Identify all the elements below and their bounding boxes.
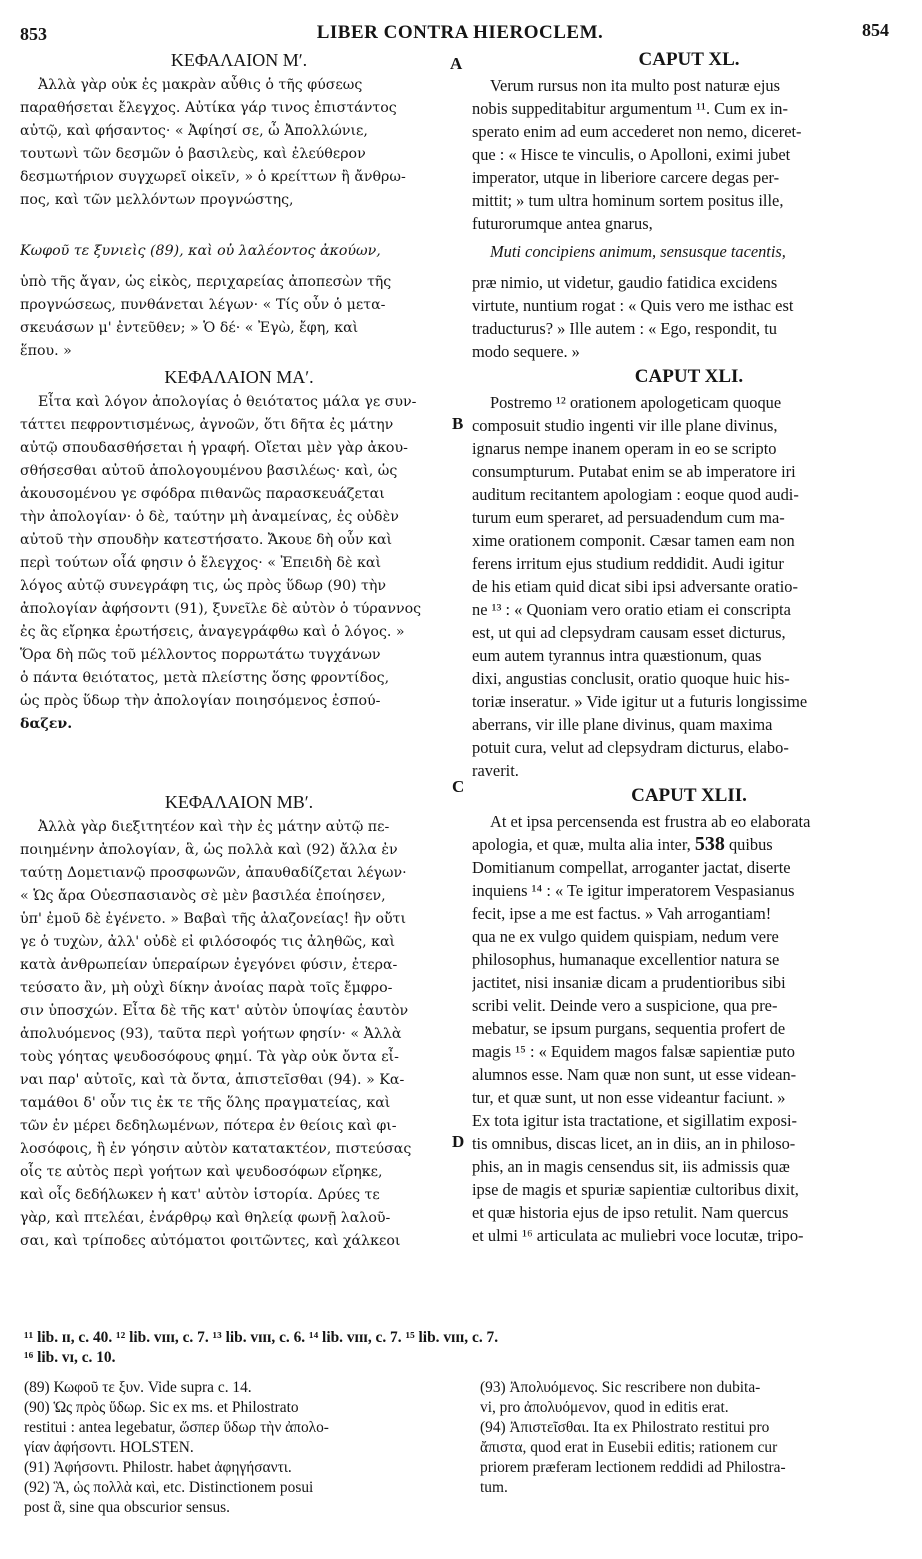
latin-line: magis ¹⁵ : « Equidem magos falsæ sapientiæ puto bbox=[472, 1042, 795, 1061]
footnote-line: restitui : antea legebatur, ὥσπερ ὕδωρ τὴν ἀπολο- bbox=[24, 1419, 329, 1436]
greek-line: δαζεν. bbox=[20, 716, 73, 732]
greek-heading-42: ΚΕΦΑΛΑΙΟΝ ΜΒʹ. bbox=[164, 792, 314, 812]
latin-line: Domitianum compellat, arroganter jactat, diserte bbox=[472, 858, 791, 877]
greek-line: λοσόφοις, ἢ ἐν γόησιν αὐτὸν κατατακτέον, πιστεύσας bbox=[20, 1141, 412, 1157]
greek-line: τῶν ἐν μέρει δεδηλωμένων, πότερα ἐν θείοις καὶ φι- bbox=[20, 1118, 397, 1134]
latin-line: eum autem tyrannus intra quæstionum, quas bbox=[472, 646, 762, 665]
latin-line: dixi, angustias conclusit, oratio quoque huic his- bbox=[472, 669, 790, 688]
latin-line: aberrans, vir ille plane divinus, quam maxima bbox=[472, 715, 773, 734]
latin-line: est, ut qui ad clepsydram causam esset dicturus, bbox=[472, 623, 786, 642]
footnote-line: tum. bbox=[480, 1479, 508, 1496]
latin-line: alumnos esse. Nam quæ non sunt, ut esse videan- bbox=[472, 1065, 797, 1084]
latin-line: turum eum speraret, ad persuadendum cum ma- bbox=[472, 508, 785, 527]
latin-line: ferens irritum ejus studium reddidit. Audi igitur bbox=[472, 554, 784, 573]
reference-line: ¹¹ lib. ɪɪ, c. 40. ¹² lib. ᴠɪɪɪ, c. 7. ¹³ lib. ᴠɪɪɪ, c. 6. ¹⁴ lib. ᴠɪɪɪ, c. 7. ¹⁵ lib. ᴠɪɪɪ, c. 7. bbox=[24, 1329, 499, 1346]
latin-line: consumpturum. Putabat enim se ab imperatore iri bbox=[472, 462, 796, 481]
greek-line: πος, καὶ τῶν μελλόντων προγνώστης, bbox=[20, 192, 294, 208]
footnote-line: ἄπιστα, quod erat in Eusebii editis; rationem cur bbox=[480, 1439, 778, 1456]
latin-heading-42: CAPUT XLII. bbox=[631, 785, 747, 806]
footnote-line: (90) Ὡς πρὸς ὕδωρ. Sic ex ms. et Philostrato bbox=[24, 1399, 299, 1416]
margin-letter-d: D bbox=[452, 1132, 465, 1151]
latin-line: mebatur, se ipsum purgans, sequentia profert de bbox=[472, 1019, 786, 1038]
latin-line: sperato enim ad eum accederet non nemo, diceret- bbox=[472, 122, 802, 141]
latin-line: et ulmi ¹⁶ articulata ac muliebri voce locutæ, tripo- bbox=[472, 1226, 804, 1245]
latin-line: philosophus, humanaque excellentior natura se bbox=[472, 950, 780, 969]
greek-line: σιν ὑποσχών. Εἶτα δὲ τῆς κατ' αὐτὸν ὑποψίας ἑαυτὸν bbox=[20, 1003, 409, 1019]
greek-line: περὶ τούτων οἷά φησιν ὁ ἔλεγχος· « Ἐπειδὴ δὲ καὶ bbox=[20, 555, 382, 571]
left-page-number: 853 bbox=[20, 24, 47, 44]
margin-letter-b: B bbox=[452, 414, 464, 433]
greek-line: ὑπ' ἐμοῦ δὲ ἐγένετο. » Βαβαὶ τῆς ἀλαζονείας! ἣν οὔτι bbox=[20, 911, 407, 927]
greek-line: γε ὁ τυχὼν, ἀλλ' οὐδὲ εἰ φιλόσοφός τις ἀληθῶς, καὶ bbox=[20, 934, 396, 950]
greek-line: κατὰ ἀνθρωπείαν ὑπεραίρων ἐγεγόνει φύσιν, ἐτερα- bbox=[20, 957, 398, 973]
greek-line: σκευάσων μ' ἐντεῦθεν; » Ὁ δέ· « Ἐγὼ, ἔφη, καὶ bbox=[20, 320, 359, 336]
latin-line: tur, et quæ sunt, ut non esse videantur faciunt. » bbox=[472, 1088, 786, 1107]
greek-line: παραθήσεται ἔλεγχος. Αὐτίκα γάρ τινος ἐπιστάντος bbox=[20, 100, 397, 116]
greek-line: Εἶτα καὶ λόγον ἀπολογίας ὁ θειότατος μάλα γε συν- bbox=[38, 394, 417, 410]
latin-line: scribi velit. Deinde vero a suspicione, qua pre- bbox=[472, 996, 778, 1015]
greek-line: αὐτῷ, καὶ φήσαντος· « Ἀφίησί σε, ὦ Ἀπολλώνιε, bbox=[20, 123, 368, 139]
greek-line: τεύσατο ἂν, μὴ οὐχὶ δίκην ἀνοίας παρὰ τοῖς ἔμφρο- bbox=[20, 980, 393, 996]
latin-line: Verum rursus non ita multo post naturæ ejus bbox=[490, 76, 780, 95]
latin-line: inquiens ¹⁴ : « Te igitur imperatorem Vespasianus bbox=[472, 881, 795, 900]
latin-line: imperator, utque in liberiore carcere degas per- bbox=[472, 168, 780, 187]
latin-heading-40: CAPUT XL. bbox=[638, 49, 740, 70]
latin-line: xime orationem componit. Cæsar tamen eam non bbox=[472, 531, 795, 550]
greek-heading-41: ΚΕΦΑΛΑΙΟΝ ΜΑʹ. bbox=[164, 367, 314, 387]
latin-line: que : « Hisce te vinculis, o Apolloni, eximi jubet bbox=[472, 145, 791, 164]
latin-line: mittit; » tum ultra hominum sortem positus ille, bbox=[472, 191, 784, 210]
greek-line: Ἀλλὰ γὰρ διεξιτητέον καὶ τὴν ἐς μάτην αὐτῷ πε- bbox=[38, 819, 390, 835]
greek-line: προγνώσεως, πυνθάνεται λέγων· « Τίς οὖν ὁ μετα- bbox=[20, 297, 386, 313]
latin-text: apologia, et quæ, multa alia inter, bbox=[472, 835, 691, 854]
greek-line: τουτωνὶ τῶν δεσμῶν ὁ βασιλεὺς, καὶ ἐλεύθερον bbox=[20, 146, 366, 162]
greek-line: ἐς ἃς εἴρηκα ἐρωτήσεις, ἀναγεγράφθω καὶ ὁ λόγος. » bbox=[20, 624, 405, 640]
latin-heading-41: CAPUT XLI. bbox=[634, 366, 744, 387]
latin-column bbox=[472, 46, 906, 1247]
latin-line: tis omnibus, discas licet, an in diis, an in philoso- bbox=[472, 1134, 796, 1153]
footnote-line: (91) Ἀφήσοντι. Philostr. habet ἀφηγήσαντι. bbox=[24, 1459, 292, 1476]
greek-line: σαι, καὶ τρίποδες αὐτόματοι φοιτῶντες, καὶ χάλκεοι bbox=[20, 1233, 401, 1249]
greek-line: Ὅρα δὴ πῶς τοῦ μέλλοντος πορρωτάτω τυγχάνων bbox=[20, 647, 381, 663]
greek-line: ἀκουσομένου γε σφόδρα πιθανῶς παρασκευάζεται bbox=[20, 486, 385, 502]
latin-line: et quæ historia ejus de ipso retulit. Nam quercus bbox=[472, 1203, 789, 1222]
greek-heading-40: ΚΕΦΑΛΑΙΟΝ Μʹ. bbox=[170, 50, 308, 70]
greek-line: ἀπολογίαν ἀφήσοντι (91), ξυνεῖλε δὲ αὐτὸν ὁ τύραννος bbox=[20, 601, 422, 617]
greek-line: Ἀλλὰ γὰρ οὐκ ἐς μακρὰν αὖθις ὁ τῆς φύσεως bbox=[38, 77, 363, 93]
latin-verse: Muti concipiens animum, sensusque tacentis, bbox=[490, 242, 786, 261]
footnote-line: (89) Κωφοῦ τε ξυν. Vide supra c. 14. bbox=[24, 1379, 252, 1396]
greek-line: λόγος αὐτῷ συνεγράφη τις, ὡς πρὸς ὕδωρ (90) τὴν bbox=[20, 578, 387, 594]
latin-line: ipse de magis et spuriæ sapientiæ cultoribus dixit, bbox=[472, 1180, 799, 1199]
greek-line: οἷς τε αὐτὸς περὶ γοήτων καὶ ψευδοσόφων εἴρηκε, bbox=[20, 1164, 383, 1180]
latin-line: potuit cura, velut ad clepsydram dicturus, elabo- bbox=[472, 738, 789, 757]
greek-line: ὁ πάντα θειότατος, μετὰ πλείστης ὅσης φροντίδος, bbox=[20, 670, 390, 686]
greek-line: τὴν ἀπολογίαν· ὁ δὲ, ταύτην μὴ ἀναμείνας, ἐς οὐδὲν bbox=[20, 509, 399, 525]
latin-references bbox=[24, 1328, 904, 1368]
latin-line: composuit studio ingenti vir ille plane divinus, bbox=[472, 416, 778, 435]
latin-line-with-column-number bbox=[472, 833, 906, 856]
greek-line: ἕπου. » bbox=[20, 343, 72, 359]
footnotes-right bbox=[480, 1378, 906, 1498]
footnote-line: post ἃ, sine qua obscurior sensus. bbox=[24, 1499, 230, 1516]
latin-line: auditum recitantem apologiam : eoque quod audi- bbox=[472, 485, 799, 504]
footnote-line: priorem præferam lectionem reddidi ad Philostra- bbox=[480, 1459, 786, 1476]
latin-line: præ nimio, ut videtur, gaudio fatidica excidens bbox=[472, 273, 778, 292]
footnote-line: (92) Ἃ, ὡς πολλὰ καὶ, etc. Distinctionem posui bbox=[24, 1479, 314, 1496]
latin-line: At et ipsa percensenda est frustra ab eo elaborata bbox=[490, 812, 811, 831]
latin-line: toriæ inseratur. » Vide igitur ut a futuris longissime bbox=[472, 692, 808, 711]
greek-line: σθήσεσθαι αὐτοῦ ἀπολογουμένου βασιλέως· καὶ, ὡς bbox=[20, 463, 398, 479]
running-head: LIBER CONTRA HIEROCLEM. bbox=[316, 22, 604, 43]
footnote-line: vi, pro ἀπολυόμενον, quod in editis erat. bbox=[480, 1399, 729, 1416]
greek-line: ὑπὸ τῆς ἄγαν, ὡς εἰκὸς, περιχαρείας ἀποπεσὼν τῆς bbox=[20, 274, 392, 290]
greek-line: ναι παρ' αὐτοῖς, καὶ τὰ ὄντα, ἀπιστεῖσθαι (94). » Κα- bbox=[20, 1072, 405, 1088]
greek-line: καὶ οἷς δεδήλωκεν ἡ κατ' αὐτὸν ἱστορία. Δρύες τε bbox=[20, 1187, 380, 1203]
greek-line: γὰρ, καὶ πτελέαι, ἐνάρθρῳ καὶ θηλείᾳ φωνῇ λαλοῦ- bbox=[20, 1210, 391, 1226]
greek-verse: Κωφοῦ τε ξυνιεὶς (89), καὶ οὐ λαλέοντος ἀκούων, bbox=[20, 243, 381, 259]
latin-line: modo sequere. » bbox=[472, 342, 580, 361]
latin-line: futurorumque antea gnarus, bbox=[472, 214, 653, 233]
greek-line: αὐτῷ σπουδασθήσεται ἡ γραφή. Οἴεται μὲν γὰρ ἀκου- bbox=[20, 440, 408, 456]
latin-line: de his etiam quid dicat sibi ipsi adversante oratio- bbox=[472, 577, 798, 596]
latin-line: ignarus nempe inanem operam in eo se scripto bbox=[472, 439, 777, 458]
footnote-line: (94) Ἀπιστεῖσθαι. Ita ex Philostrato restitui pro bbox=[480, 1419, 770, 1436]
margin-letter-a: A bbox=[450, 54, 463, 73]
footnotes-left bbox=[24, 1378, 460, 1518]
greek-line: ταμάθοι δ' οὖν τις ἐκ τε τῆς ὅλης πραγματείας, καὶ bbox=[20, 1095, 391, 1111]
greek-line: τοὺς γόητας ψευδοσόφους φημί. Τὰ γὰρ οὐκ ὄντα εἶ- bbox=[20, 1049, 399, 1065]
greek-column bbox=[20, 46, 458, 1253]
latin-line: raverit. bbox=[472, 761, 519, 780]
latin-line: virtute, nuntium rogat : « Quis vero me isthac est bbox=[472, 296, 794, 315]
latin-line: nobis suppeditabitur argumentum ¹¹. Cum ex in- bbox=[472, 99, 788, 118]
latin-line: phis, an in magis censendus sit, iis admissis quæ bbox=[472, 1157, 790, 1176]
latin-line: ne ¹³ : « Quoniam vero oratio etiam ei conscripta bbox=[472, 600, 791, 619]
greek-line: δεσμωτήριον συγχωρεῖ οἰκεῖν, » ὁ κρείττων ἢ ἄνθρω- bbox=[20, 169, 406, 185]
greek-line: ποιημένην ἀπολογίαν, ἃ, ὡς πολλὰ καὶ (92) ἄλλα ἐν bbox=[20, 842, 398, 858]
latin-line: qua ne ex vulgo quidem quispiam, nedum vere bbox=[472, 927, 779, 946]
greek-line: αὐτοῦ τὴν σπουδὴν κατεστήσατο. Ἄκουε δὴ οὖν καὶ bbox=[20, 532, 393, 548]
greek-line: τάττει πεφροντισμένως, ἀγνοῶν, ὅτι δῆτα ἐς μάτην bbox=[20, 417, 394, 433]
column-number: 538 bbox=[694, 833, 725, 855]
latin-text: quibus bbox=[728, 835, 773, 854]
greek-line: ὡς πρὸς ὕδωρ τὴν ἀπολογίαν ποιησόμενος ἐσπού- bbox=[20, 693, 381, 709]
latin-line: fecit, ipse a me est factus. » Vah arrogantiam! bbox=[472, 904, 772, 923]
latin-line: jactitet, nisi insaniæ dicam a prudentioribus sibi bbox=[472, 973, 786, 992]
greek-line: « Ὡς ἄρα Οὐεσπασιανὸς σὲ μὲν βασιλέα ἐποίησεν, bbox=[20, 888, 386, 904]
reference-line: ¹⁶ lib. ᴠɪ, c. 10. bbox=[24, 1349, 116, 1366]
greek-line: ἀπολυόμενος (93), ταῦτα περὶ γοήτων φησίν· « Ἀλλὰ bbox=[20, 1026, 402, 1042]
latin-line: Ex tota igitur ista tractatione, et sigillatim exposi- bbox=[472, 1111, 798, 1130]
latin-line: traducturus? » Ille autem : « Ego, respondit, tu bbox=[472, 319, 777, 338]
footnote-line: γίαν ἀφήσοντι. HOLSTEN. bbox=[24, 1439, 194, 1456]
right-page-number: 854 bbox=[862, 20, 889, 40]
footnote-line: (93) Ἀπολυόμενος. Sic rescribere non dubita- bbox=[480, 1379, 761, 1396]
greek-line: ταύτῃ Δομετιανῷ προσφωνῶν, ἀπαυθαδίζεται λέγων· bbox=[20, 865, 407, 881]
margin-letter-c: C bbox=[452, 777, 465, 796]
latin-line: Postremo ¹² orationem apologeticam quoque bbox=[490, 393, 782, 412]
